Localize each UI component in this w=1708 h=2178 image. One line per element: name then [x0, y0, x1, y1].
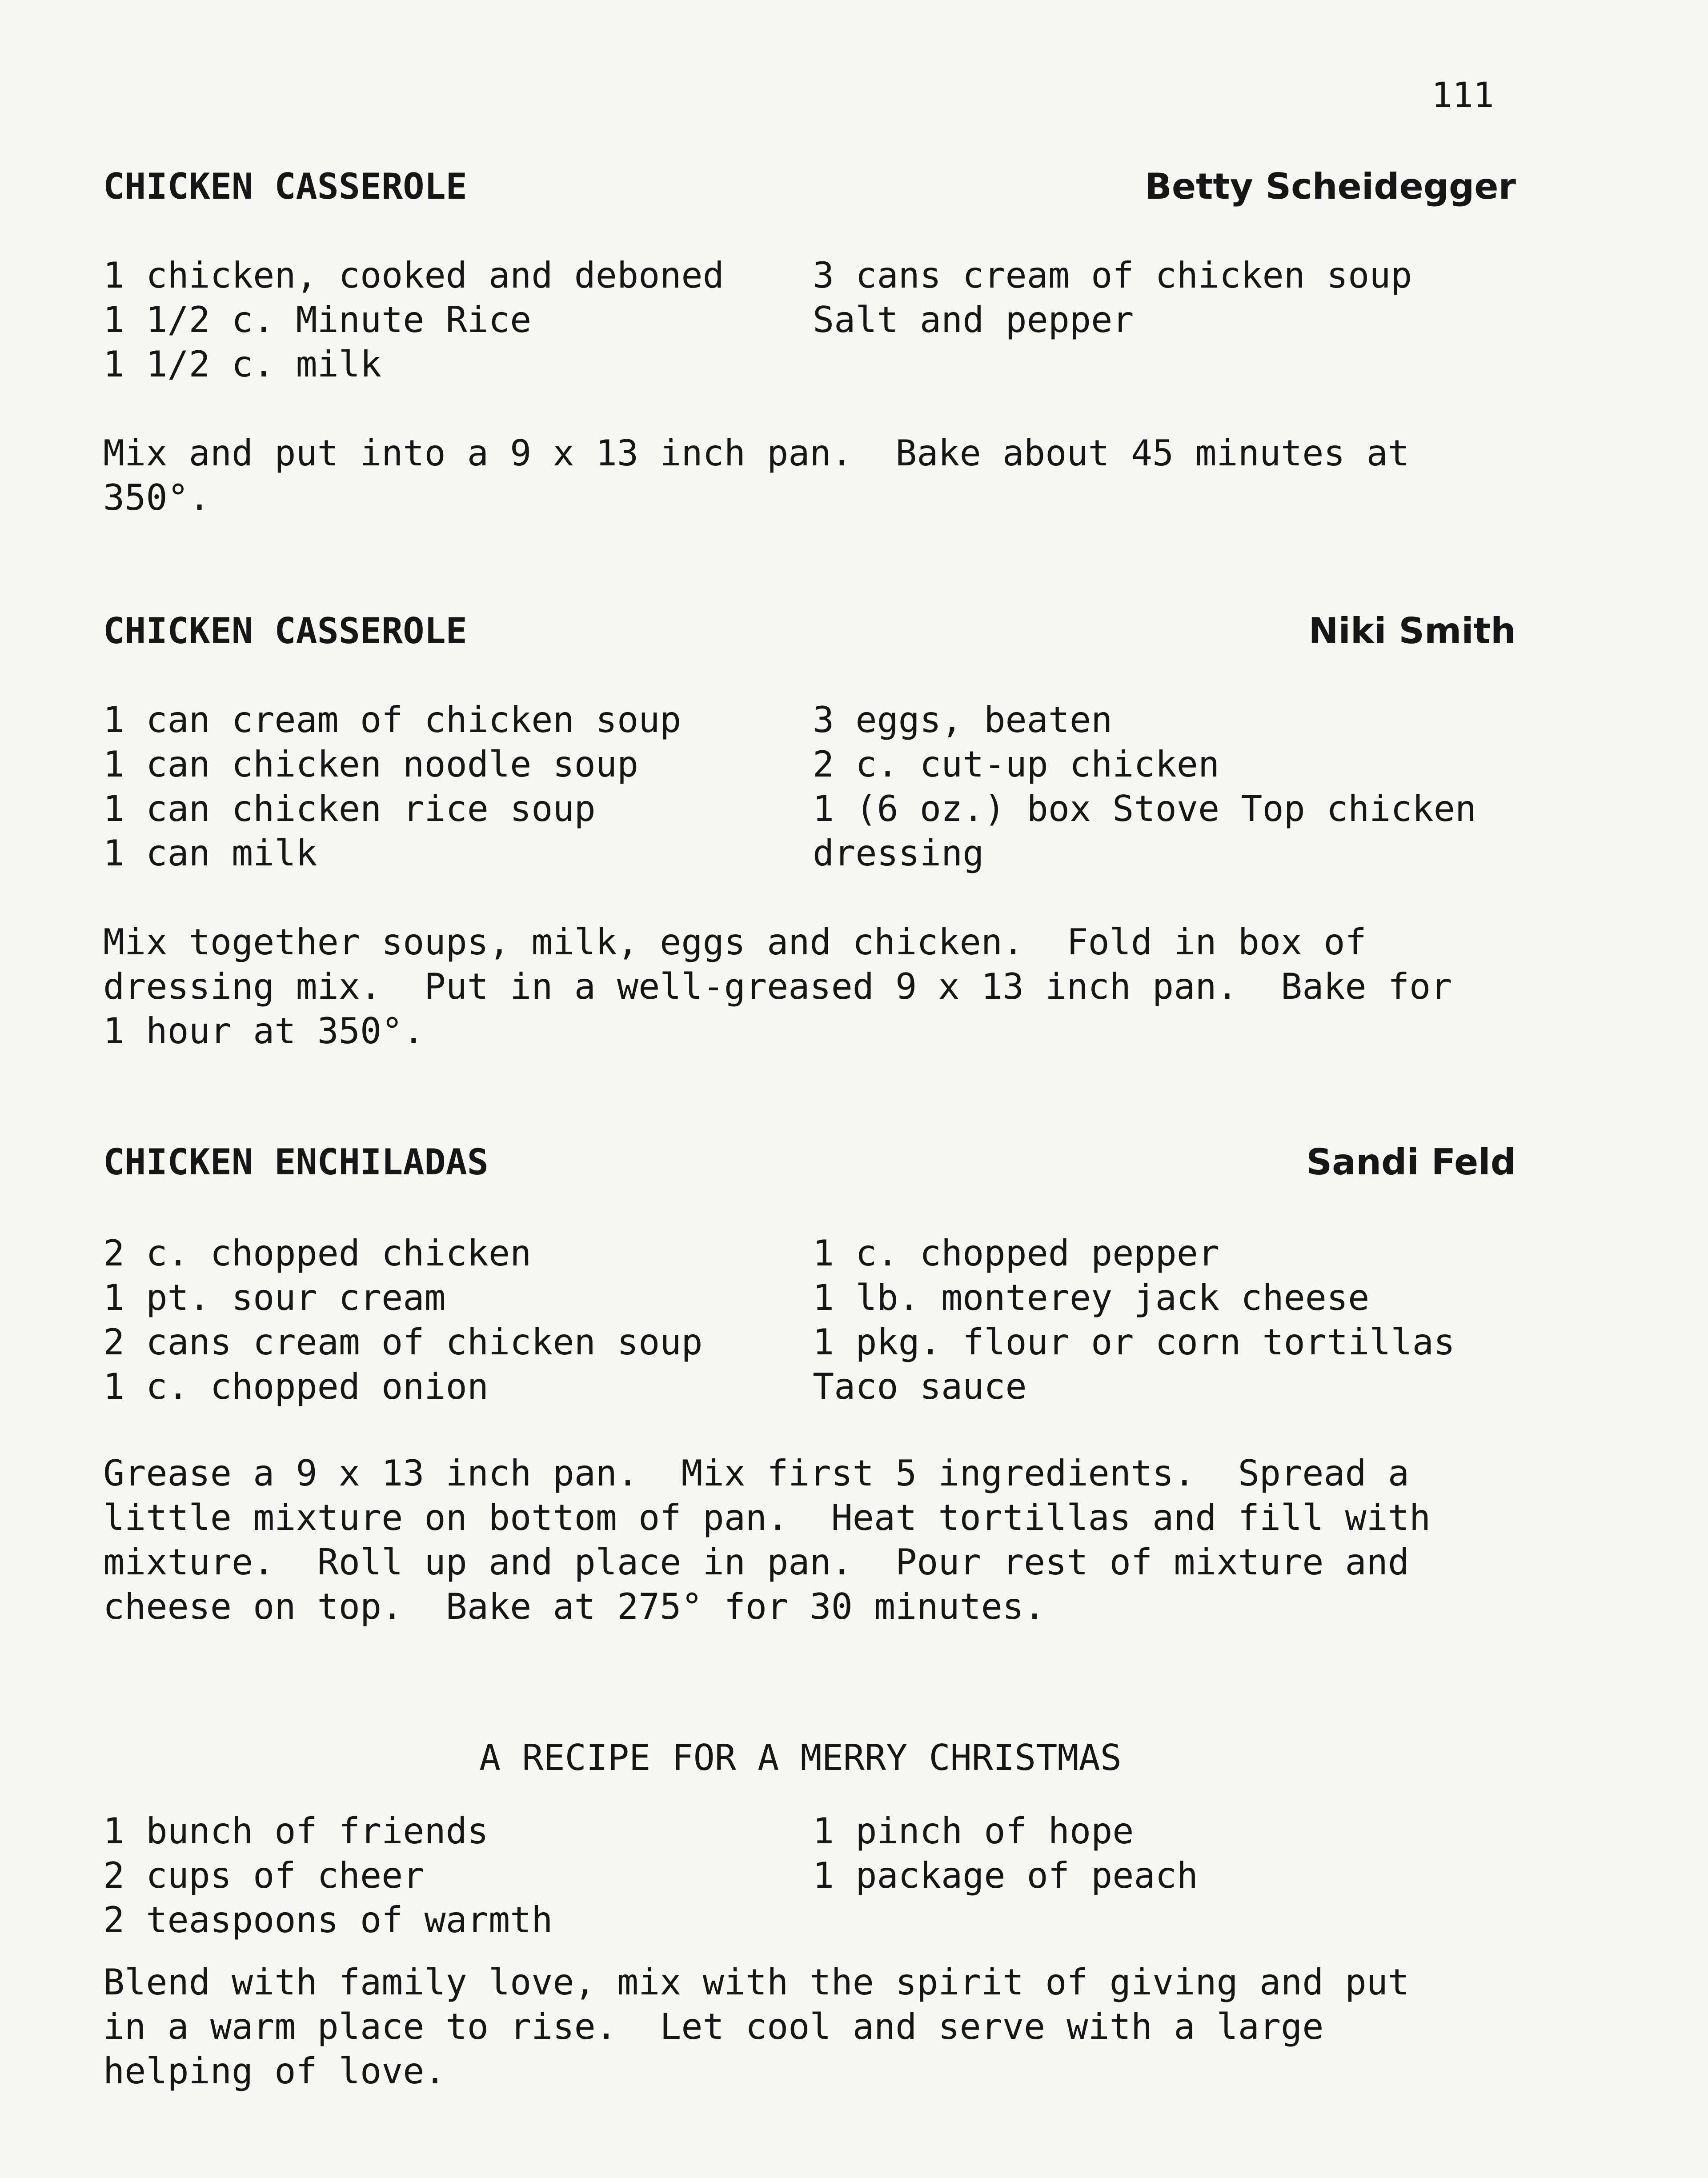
ingredient-right: 1 package of peach [813, 1855, 1198, 1896]
ingredient-left: 1 pt. sour cream [103, 1277, 446, 1318]
ingredient-right: 1 pkg. flour or corn tortillas [813, 1321, 1455, 1363]
ingredient-left: 2 cups of cheer [103, 1855, 425, 1896]
recipe-title: CHICKEN CASSEROLE [103, 610, 467, 652]
directions-line: helping of love. [103, 2050, 446, 2092]
directions-line: mixture. Roll up and place in pan. Pour rest of mixture and [103, 1541, 1410, 1583]
recipe-author: Betty Scheidegger [1144, 166, 1516, 207]
ingredient-left: 2 cans cream of chicken soup [103, 1321, 703, 1363]
ingredient-right: 3 cans cream of chicken soup [813, 255, 1412, 296]
directions-line: 350°. [103, 477, 210, 518]
ingredient-left: 1 can cream of chicken soup [103, 699, 682, 741]
ingredient-left: 1 chicken, cooked and deboned [103, 255, 724, 296]
recipe-author: Sandi Feld [1306, 1141, 1516, 1183]
ingredient-right: 1 pinch of hope [813, 1810, 1134, 1852]
ingredient-right: 1 c. chopped pepper [813, 1233, 1220, 1274]
ingredient-right: 2 c. cut-up chicken [813, 744, 1220, 785]
ingredient-left: 1 can chicken rice soup [103, 788, 596, 829]
ingredient-right: 3 eggs, beaten [813, 699, 1113, 741]
ingredient-left: 1 bunch of friends [103, 1810, 489, 1852]
recipe-author: Niki Smith [1308, 610, 1516, 652]
recipe-title: A RECIPE FOR A MERRY CHRISTMAS [479, 1737, 1122, 1778]
ingredient-left: 1 can chicken noodle soup [103, 744, 639, 785]
page-number: 111 [1431, 76, 1494, 116]
ingredient-right: dressing [813, 833, 984, 874]
directions-line: Mix and put into a 9 x 13 inch pan. Bake about 45 minutes at [103, 432, 1410, 474]
ingredient-left: 2 teaspoons of warmth [103, 1899, 553, 1941]
directions-line: Mix together soups, milk, eggs and chicken. Fold in box of [103, 921, 1367, 963]
directions-line: in a warm place to rise. Let cool and serve with a large [103, 2006, 1324, 2047]
ingredient-right: Salt and pepper [813, 299, 1134, 340]
ingredient-left: 2 c. chopped chicken [103, 1233, 532, 1274]
ingredient-left: 1 c. chopped onion [103, 1366, 489, 1407]
recipe-title: CHICKEN CASSEROLE [103, 166, 467, 207]
directions-line: Blend with family love, mix with the spirit of giving and put [103, 1962, 1410, 2003]
directions-line: little mixture on bottom of pan. Heat tortillas and fill with [103, 1497, 1431, 1538]
directions-line: 1 hour at 350°. [103, 1010, 425, 1052]
directions-line: cheese on top. Bake at 275° for 30 minutes. [103, 1586, 1046, 1627]
recipe-title: CHICKEN ENCHILADAS [103, 1141, 489, 1183]
directions-line: dressing mix. Put in a well-greased 9 x 13 inch pan. Bake for [103, 966, 1452, 1007]
ingredient-left: 1 can milk [103, 833, 317, 874]
ingredient-left: 1 1/2 c. milk [103, 344, 382, 385]
ingredient-right: Taco sauce [813, 1366, 1027, 1407]
ingredient-left: 1 1/2 c. Minute Rice [103, 299, 532, 340]
ingredient-right: 1 lb. monterey jack cheese [813, 1277, 1370, 1318]
directions-line: Grease a 9 x 13 inch pan. Mix first 5 ingredients. Spread a [103, 1453, 1410, 1494]
ingredient-right: 1 (6 oz.) box Stove Top chicken [813, 788, 1477, 829]
